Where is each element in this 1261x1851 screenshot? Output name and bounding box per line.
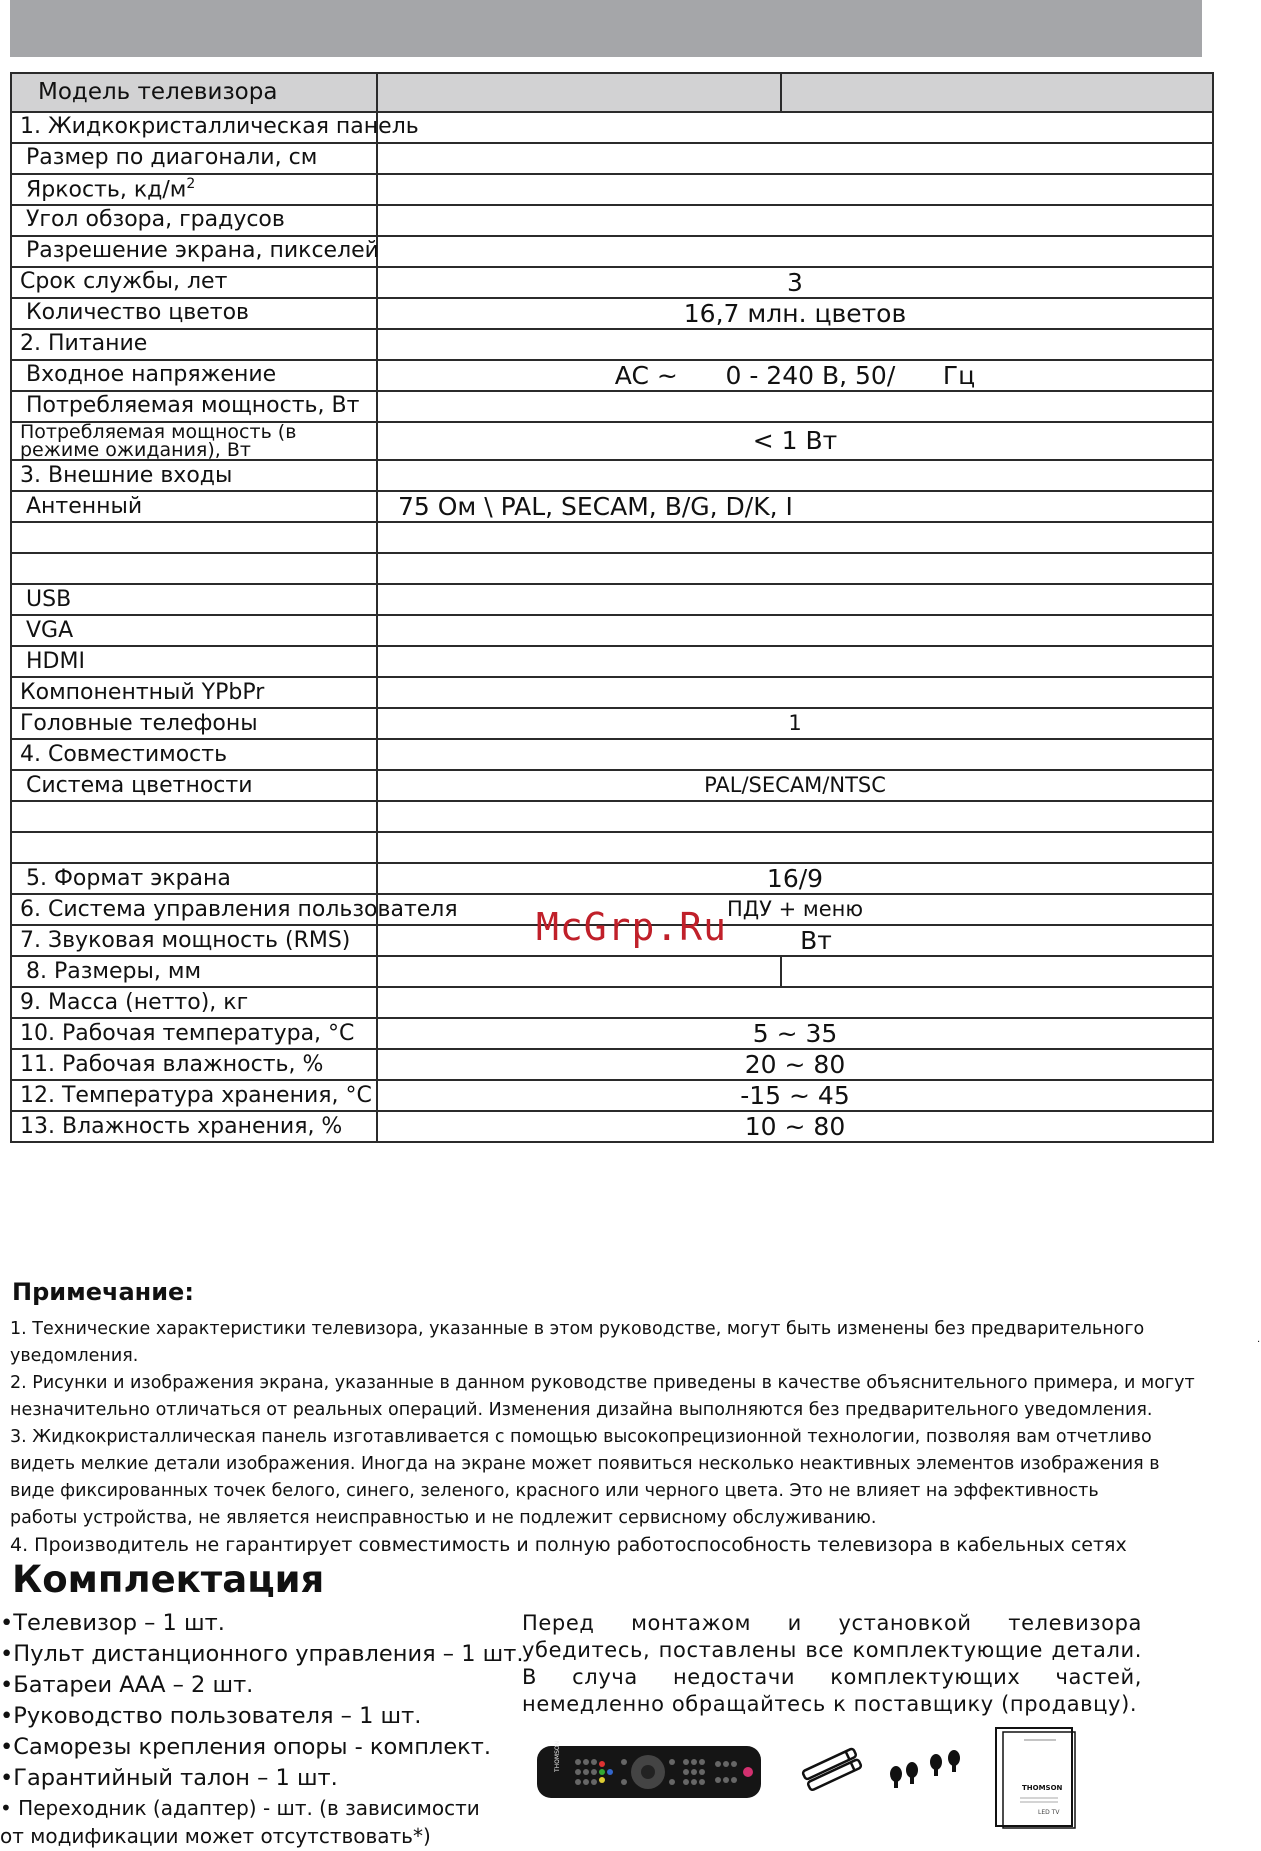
spec-row [11, 677, 1213, 708]
spec-label-text: 5. Формат экрана [26, 865, 231, 891]
spec-row [11, 708, 1213, 739]
spec-label [11, 584, 377, 615]
spec-value: 5 ~ 35 [377, 1018, 1213, 1049]
spec-label-text: Потребляемая мощность, Вт [26, 393, 360, 419]
spec-label-text: 2. Питание [20, 331, 148, 357]
spec-label [11, 832, 377, 863]
kit-item: •Пульт дистанционного управления – 1 шт. [0, 1641, 524, 1667]
spec-row [11, 298, 1213, 329]
spec-label-text: Потребляемая мощность (в режиме ожидания), Вт [20, 421, 297, 462]
spec-value [377, 112, 1213, 143]
spec-label-text: 1. Жидкокристаллическая панель [20, 114, 419, 140]
spec-value [377, 143, 1213, 174]
spec-value: 75 Ом \ PAL, SECAM, B/G, D/K, I [377, 491, 1213, 522]
spec-label-text: Срок службы, лет [20, 269, 228, 295]
note-line: работы устройства, не является неисправностью и не подлежит сервисному обслуживанию. [10, 1508, 877, 1528]
spec-label [11, 205, 377, 236]
kit-item: •Гарантийный талон – 1 шт. [0, 1765, 338, 1791]
spec-row [11, 205, 1213, 236]
kit-list [0, 1608, 524, 1850]
spec-row [11, 832, 1213, 863]
note-line: 3. Жидкокристаллическая панель изготавливается с помощью высокопрецизионной технологии, позволяя вам отчетливо [10, 1427, 1152, 1447]
spec-label [11, 329, 377, 360]
spec-value: AC ~ 0 - 240 В, 50/ Гц [377, 360, 1213, 391]
spec-row [11, 174, 1213, 205]
spec-row [11, 391, 1213, 422]
spec-value: ПДУ + меню [377, 894, 1213, 925]
spec-label [11, 267, 377, 298]
spec-label-text: Система цветности [26, 772, 253, 798]
spec-label-text: 3. Внешние входы [20, 462, 233, 488]
spec-label [11, 143, 377, 174]
spec-label [11, 491, 377, 522]
spec-row [11, 491, 1213, 522]
spec-label-text: Входное напряжение [26, 362, 277, 388]
notes-title: Примечание: [12, 1278, 194, 1306]
spec-label [11, 1080, 377, 1111]
kit-images [532, 1726, 1092, 1836]
spec-value [377, 646, 1213, 677]
spec-value: 16/9 [377, 863, 1213, 894]
spec-row [11, 422, 1213, 460]
spec-label-text: Головные телефоны [20, 710, 258, 736]
spec-label-text: 11. Рабочая влажность, % [20, 1051, 324, 1077]
spec-label [11, 646, 377, 677]
spec-value: -15 ~ 45 [377, 1080, 1213, 1111]
spec-label-text: Угол обзора, градусов [26, 207, 285, 233]
spec-value [377, 956, 781, 987]
spec-value: Вт [377, 925, 1213, 956]
spec-label [11, 391, 377, 422]
spec-label [11, 360, 377, 391]
spec-label-text: HDMI [26, 648, 85, 674]
spec-row [11, 987, 1213, 1018]
spec-label [11, 801, 377, 832]
spec-value [377, 987, 1213, 1018]
spec-row [11, 739, 1213, 770]
spec-value [377, 205, 1213, 236]
top-banner [10, 0, 1202, 57]
spec-row [11, 584, 1213, 615]
spec-value [377, 236, 1213, 267]
spec-label-text: VGA [26, 617, 74, 643]
spec-label [11, 925, 377, 956]
spec-label-text: 7. Звуковая мощность (RMS) [20, 927, 351, 953]
spec-value: < 1 Вт [377, 422, 1213, 460]
spec-label-text: 8. Размеры, мм [26, 958, 202, 984]
notes-list [10, 1316, 1210, 1559]
note-line: видеть мелкие детали изображения. Иногда на экране может появиться несколько неактивных элементов изображения в [10, 1454, 1160, 1474]
manual-brand: THOMSON [1022, 1784, 1063, 1792]
spec-value [377, 460, 1213, 491]
spec-row [11, 1049, 1213, 1080]
watermark: McGrp.Ru [536, 905, 728, 949]
batteries-icon [794, 1744, 874, 1794]
kit-check-text: Перед монтажом и установкой телевизора убедитесь, поставлены все комплектующие детали. В случа недостачи комплектующих частей, немедленно обращайтесь к поставщику (продавцу). [522, 1611, 1142, 1716]
spec-label-text: 4. Совместимость [20, 741, 228, 767]
spec-row [11, 329, 1213, 360]
note-line: 2. Рисунки и изображения экрана, указанные в данном руководстве приведены в качестве объяснительного примера, и могут [10, 1373, 1195, 1393]
spec-label [11, 236, 377, 267]
spec-row [11, 646, 1213, 677]
model-label: Модель телевизора [11, 73, 377, 112]
screws-icon [882, 1744, 972, 1794]
kit-item: •Саморезы крепления опоры - комплект. [0, 1734, 492, 1760]
spec-row [11, 460, 1213, 491]
spec-value: 16,7 млн. цветов [377, 298, 1213, 329]
note-line: незначительно отличаться от реальных операций. Изменения дизайна выполняются без предварительного уведомления. [10, 1400, 1153, 1420]
spec-label [11, 298, 377, 329]
spec-row [11, 615, 1213, 646]
spec-value: 10 ~ 80 [377, 1111, 1213, 1142]
spec-row [11, 801, 1213, 832]
spec-row [11, 553, 1213, 584]
spec-label [11, 615, 377, 646]
model-col-2 [377, 73, 781, 112]
spec-value-extra [781, 956, 1213, 987]
spec-label-text: Размер по диагонали, см [26, 145, 318, 171]
spec-label [11, 956, 377, 987]
spec-row [11, 770, 1213, 801]
spec-label-text: Яркость, кд/м [26, 177, 187, 203]
spec-row [11, 1111, 1213, 1142]
manual-subtitle: LED TV [1038, 1809, 1060, 1816]
spec-table [10, 72, 1214, 1143]
spec-header-row [11, 73, 1213, 112]
spec-value: 3 [377, 267, 1213, 298]
spec-row [11, 112, 1213, 143]
spec-label-text: 13. Влажность хранения, % [20, 1113, 343, 1139]
spec-row [11, 267, 1213, 298]
spec-label [11, 422, 377, 460]
stray-dot: . [1257, 1334, 1261, 1345]
spec-row [11, 1080, 1213, 1111]
spec-row [11, 863, 1213, 894]
spec-value: 20 ~ 80 [377, 1049, 1213, 1080]
spec-value [377, 522, 1213, 553]
spec-label [11, 770, 377, 801]
spec-label [11, 1018, 377, 1049]
spec-value [377, 677, 1213, 708]
spec-value [377, 584, 1213, 615]
spec-label [11, 677, 377, 708]
kit-item: •Руководство пользователя – 1 шт. [0, 1703, 422, 1729]
spec-row [11, 1018, 1213, 1049]
spec-label [11, 174, 377, 205]
spec-row [11, 956, 1213, 987]
spec-label-text: 12. Температура хранения, °С [20, 1082, 372, 1108]
spec-value [377, 832, 1213, 863]
spec-label [11, 112, 419, 143]
spec-label-superscript: 2 [186, 175, 196, 192]
spec-label-text: 10. Рабочая температура, °С [20, 1020, 355, 1046]
spec-value: PAL/SECAM/NTSC [377, 770, 1213, 801]
kit-item: •Батареи ААА – 2 шт. [0, 1672, 254, 1698]
spec-label [11, 522, 377, 553]
spec-label-text: Компонентный YPbPr [20, 679, 265, 705]
spec-label [11, 553, 377, 584]
spec-row [11, 143, 1213, 174]
remote-brand: THOMSON [554, 1740, 561, 1772]
spec-label [11, 987, 377, 1018]
spec-label [11, 863, 377, 894]
spec-label [11, 739, 377, 770]
note-line: 1. Технические характеристики телевизора, указанные в этом руководстве, могут быть изменены без предварительного уведомления. [10, 1319, 1145, 1366]
spec-label-text: Количество цветов [26, 300, 250, 326]
model-col-3 [781, 73, 1213, 112]
remote-control-icon [536, 1742, 762, 1802]
spec-value [377, 391, 1213, 422]
kit-title: Комплектация [12, 1558, 325, 1601]
note-line: виде фиксированных точек белого, синего, зеленого, красного или черного цвета. Это не влияет на эффективность [10, 1481, 1099, 1501]
note-line: 4. Производитель не гарантирует совместимость и полную работоспособность телевизора в кабельных сетях [10, 1534, 1127, 1556]
spec-row [11, 522, 1213, 553]
kit-item: •Телевизор – 1 шт. [0, 1610, 225, 1636]
spec-label-text: Антенный [26, 493, 143, 519]
spec-row [11, 236, 1213, 267]
spec-value [377, 174, 1213, 205]
spec-value [377, 329, 1213, 360]
kit-item-adapter: • Переходник (адаптер) - шт. (в зависимости [0, 1796, 480, 1820]
spec-label [11, 708, 377, 739]
spec-value [377, 739, 1213, 770]
spec-label-text: 9. Масса (нетто), кг [20, 989, 249, 1015]
spec-value: 1 [377, 708, 1213, 739]
spec-label-text: USB [26, 586, 72, 612]
spec-label [11, 894, 458, 925]
kit-item-adapter-note: от модификации может отсутствовать*) [0, 1824, 431, 1848]
spec-label [11, 1049, 377, 1080]
spec-label-text: 6. Система управления пользователя [20, 896, 458, 922]
spec-value [377, 801, 1213, 832]
spec-label-text: Разрешение экрана, пикселей [26, 238, 379, 264]
spec-value [377, 615, 1213, 646]
spec-label [11, 460, 377, 491]
spec-label [11, 1111, 377, 1142]
spec-row [11, 360, 1213, 391]
spec-value [377, 553, 1213, 584]
user-manual-icon [994, 1726, 1076, 1830]
